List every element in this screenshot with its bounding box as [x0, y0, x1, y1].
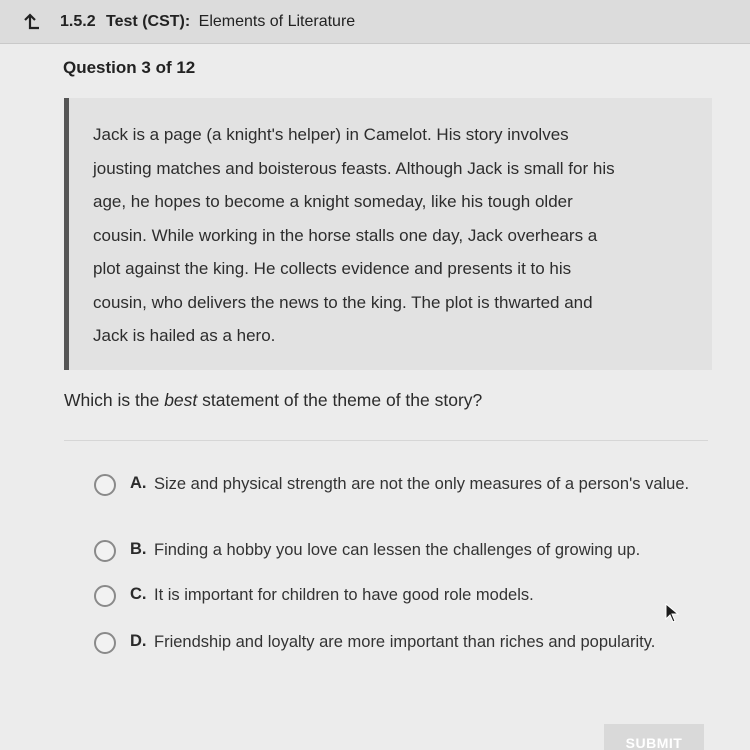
radio-button-a[interactable]	[94, 474, 116, 496]
choice-text: Finding a hobby you love can lessen the challenges of growing up.	[154, 541, 641, 559]
choice-d[interactable]	[94, 632, 714, 654]
lesson-number: 1.5.2	[60, 12, 96, 30]
choice-letter: D.	[130, 632, 147, 650]
choice-text: Friendship and loyalty are more important than riches and popularity.	[154, 633, 656, 651]
test-label: Test (CST):	[106, 12, 191, 30]
story-passage	[64, 98, 712, 370]
choice-c[interactable]	[94, 585, 714, 607]
radio-button-c[interactable]	[94, 585, 116, 607]
prompt-end: statement of the theme of the story?	[197, 390, 483, 410]
choice-letter: C.	[130, 585, 147, 603]
top-bar	[0, 0, 750, 44]
radio-button-b[interactable]	[94, 540, 116, 562]
prompt-start: Which is the	[64, 390, 165, 410]
divider	[64, 440, 708, 441]
choice-text: It is important for children to have good role models.	[154, 586, 534, 604]
question-counter: Question 3 of 12	[63, 58, 196, 77]
choice-a[interactable]	[94, 474, 714, 496]
question-prompt	[64, 390, 482, 411]
mouse-cursor-icon	[664, 602, 680, 624]
choice-letter: A.	[130, 474, 147, 492]
passage-text: Jack is a page (a knight's helper) in Camelot. His story involves jousting matches and boisterous feasts. Although Jack is small for his age, he hopes to become a knight someday, like his tough older cousin. While working in the horse stalls one day, Jack overhears a plot against the king. He collects evidence and presents it to his cousin, who delivers the news to the king. The plot is thwarted and Jack is hailed as a hero.	[93, 125, 615, 345]
radio-button-d[interactable]	[94, 632, 116, 654]
breadcrumb	[60, 13, 355, 31]
back-arrow-icon[interactable]	[18, 9, 44, 35]
choice-letter: B.	[130, 540, 147, 558]
prompt-emphasis: best	[164, 390, 198, 410]
lesson-title: Elements of Literature	[198, 12, 356, 30]
submit-button[interactable]: SUBMIT	[604, 724, 704, 750]
choice-text: Size and physical strength are not the only measures of a person's value.	[154, 475, 690, 493]
choice-b[interactable]	[94, 540, 714, 562]
